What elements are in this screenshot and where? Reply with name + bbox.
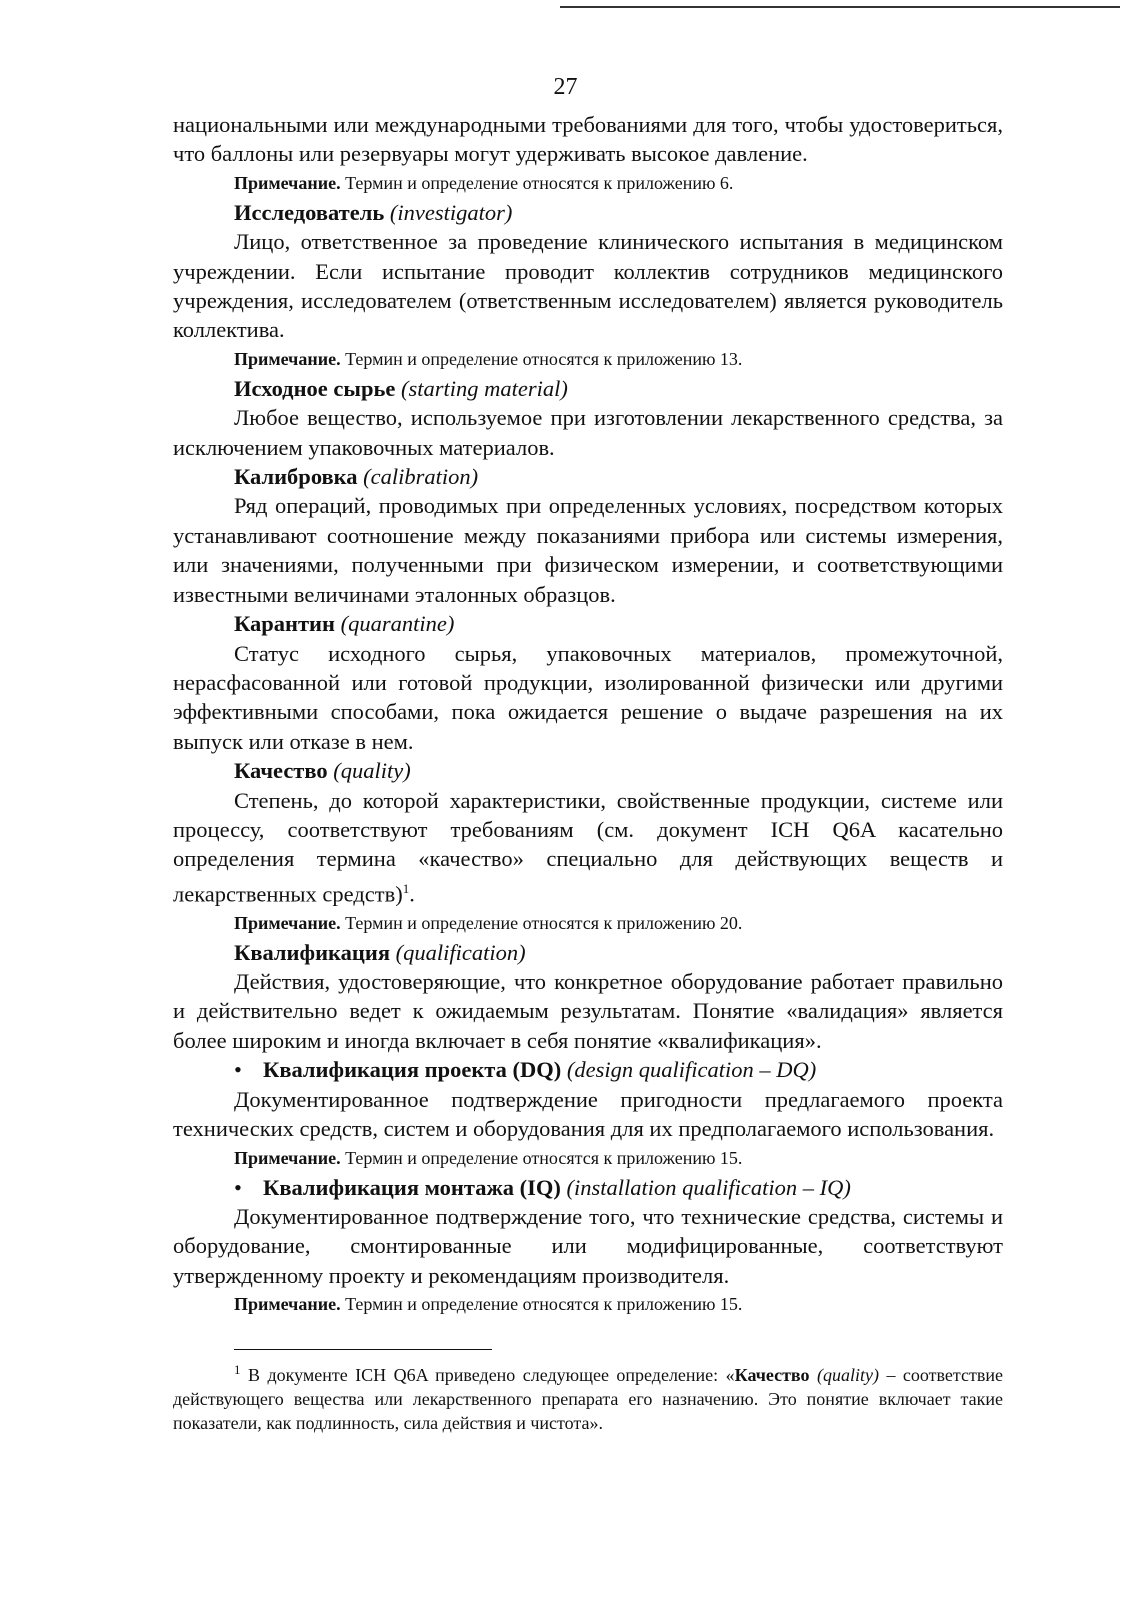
note	[173, 1144, 1003, 1173]
paragraph	[173, 227, 1003, 345]
paragraph-text: Действия, удостоверяющие, что конкретное оборудование работает правильно и действительно ведет к ожидаемым результатам. Понятие «валидация» является более широким и иногда включает в себя понятие «квалификация».	[173, 969, 1003, 1053]
term-heading	[173, 374, 1003, 403]
term-heading	[173, 756, 1003, 785]
top-rule	[560, 6, 1120, 8]
note	[173, 1290, 1003, 1319]
paragraph	[173, 491, 1003, 609]
term-english: (qualification)	[395, 939, 526, 965]
footnote	[173, 1358, 1003, 1435]
note-label: Примечание.	[234, 348, 341, 369]
term-name: Квалификация проекта (DQ)	[263, 1057, 562, 1083]
paragraph	[173, 967, 1003, 1055]
footnote-text: – соответствие действующего вещества или лекарственного препарата его назначению. Это понятие включает такие показатели, как подлинность, сила действия и чистота».	[173, 1365, 1003, 1434]
bullet-term	[173, 1173, 1003, 1202]
note-text: Термин и определение относятся к приложению 13.	[340, 348, 743, 369]
term-heading	[173, 462, 1003, 491]
footnote-term-english: (quality)	[809, 1365, 879, 1386]
term-heading	[173, 609, 1003, 638]
paragraph-tail: .	[409, 881, 415, 907]
note	[173, 909, 1003, 938]
term-english: (quarantine)	[340, 611, 455, 637]
note-label: Примечание.	[234, 172, 341, 193]
term-english: (investigator)	[389, 199, 513, 225]
term-name: Квалификация	[234, 939, 391, 965]
footnote-term: Качество	[734, 1365, 810, 1386]
note	[173, 169, 1003, 198]
note-text: Термин и определение относятся к приложению 6.	[340, 172, 734, 193]
paragraph-text: Статус исходного сырья, упаковочных материалов, промежуточной, нерасфасованной или готовой продукции, изолированной физически или другими эффективными способами, пока ожидается решение о выдаче разрешения на их выпуск или отказе в нем.	[173, 640, 1003, 754]
page-content	[173, 110, 1003, 1435]
paragraph-text: Любое вещество, используемое при изготовлении лекарственного средства, за исключением упаковочных материалов.	[173, 405, 1003, 460]
term-name: Карантин	[234, 611, 335, 637]
note-label: Примечание.	[234, 1294, 341, 1315]
note-text: Термин и определение относятся к приложению 15.	[340, 1294, 743, 1315]
note	[173, 345, 1003, 374]
term-english: (design qualification – DQ)	[566, 1057, 817, 1083]
footnote-ref: 1	[402, 880, 410, 896]
term-english: (installation qualification – IQ)	[566, 1174, 851, 1200]
term-english: (calibration)	[363, 464, 479, 490]
term-heading	[173, 938, 1003, 967]
paragraph-text: Документированное подтверждение пригодности предлагаемого проекта технических средств, систем и оборудования для их предполагаемого использования.	[173, 1086, 1003, 1142]
paragraph	[173, 403, 1003, 462]
term-name: Исходное сырье	[234, 375, 396, 401]
term-name: Исследователь	[234, 199, 385, 225]
note-label: Примечание.	[234, 912, 341, 933]
term-name: Качество	[234, 758, 328, 784]
paragraph	[173, 1085, 1003, 1144]
footnote-text: В документе ICH Q6A приведено следующее определение: «	[240, 1365, 735, 1386]
note-text: Термин и определение относятся к приложению 20.	[340, 912, 743, 933]
term-name: Калибровка	[234, 464, 358, 490]
term-heading	[173, 198, 1003, 227]
page-number: 27	[553, 74, 578, 100]
footnote-rule	[234, 1349, 492, 1350]
bullet-icon: •	[234, 1057, 242, 1083]
note-text: Термин и определение относятся к приложению 15.	[340, 1147, 743, 1168]
note-label: Примечание.	[234, 1147, 341, 1168]
paragraph	[173, 1202, 1003, 1290]
paragraph-text: Степень, до которой характеристики, свойственные продукции, системе или процессу, соответствуют требованиям (см. документ ICH Q6A касательно определения термина «качество» специально для действующих веществ и лекарственных средств)	[173, 787, 1003, 907]
paragraph-text: Ряд операций, проводимых при определенных условиях, посредством которых устанавливают соотношение между показаниями прибора или системы измерения, или значениями, полученными при физическом измерении, и соответствующими известными величинами эталонных образцов.	[173, 493, 1003, 607]
paragraph	[173, 786, 1003, 909]
term-english: (quality)	[333, 758, 411, 784]
bullet-term	[173, 1055, 1003, 1084]
bullet-icon: •	[234, 1174, 242, 1200]
paragraph: национальными или международными требованиями для того, чтобы удостовериться, что баллоны или резервуары могут удерживать высокое давление.	[173, 112, 1003, 167]
paragraph-text: Документированное подтверждение того, что технические средства, системы и оборудование, смонтированные или модифицированные, соответствуют утвержденному проекту и рекомендациям производителя.	[173, 1203, 1003, 1288]
term-name: Квалификация монтажа (IQ)	[263, 1174, 561, 1200]
paragraph	[173, 639, 1003, 757]
term-english: (starting material)	[400, 375, 568, 401]
paragraph-text: Лицо, ответственное за проведение клинического испытания в медицинском учреждении. Если испытание проводит коллектив сотрудников медицинского учреждения, исследователем (ответственным исследователем) является руководитель коллектива.	[173, 229, 1003, 343]
footnote-mark: 1	[234, 1362, 241, 1378]
